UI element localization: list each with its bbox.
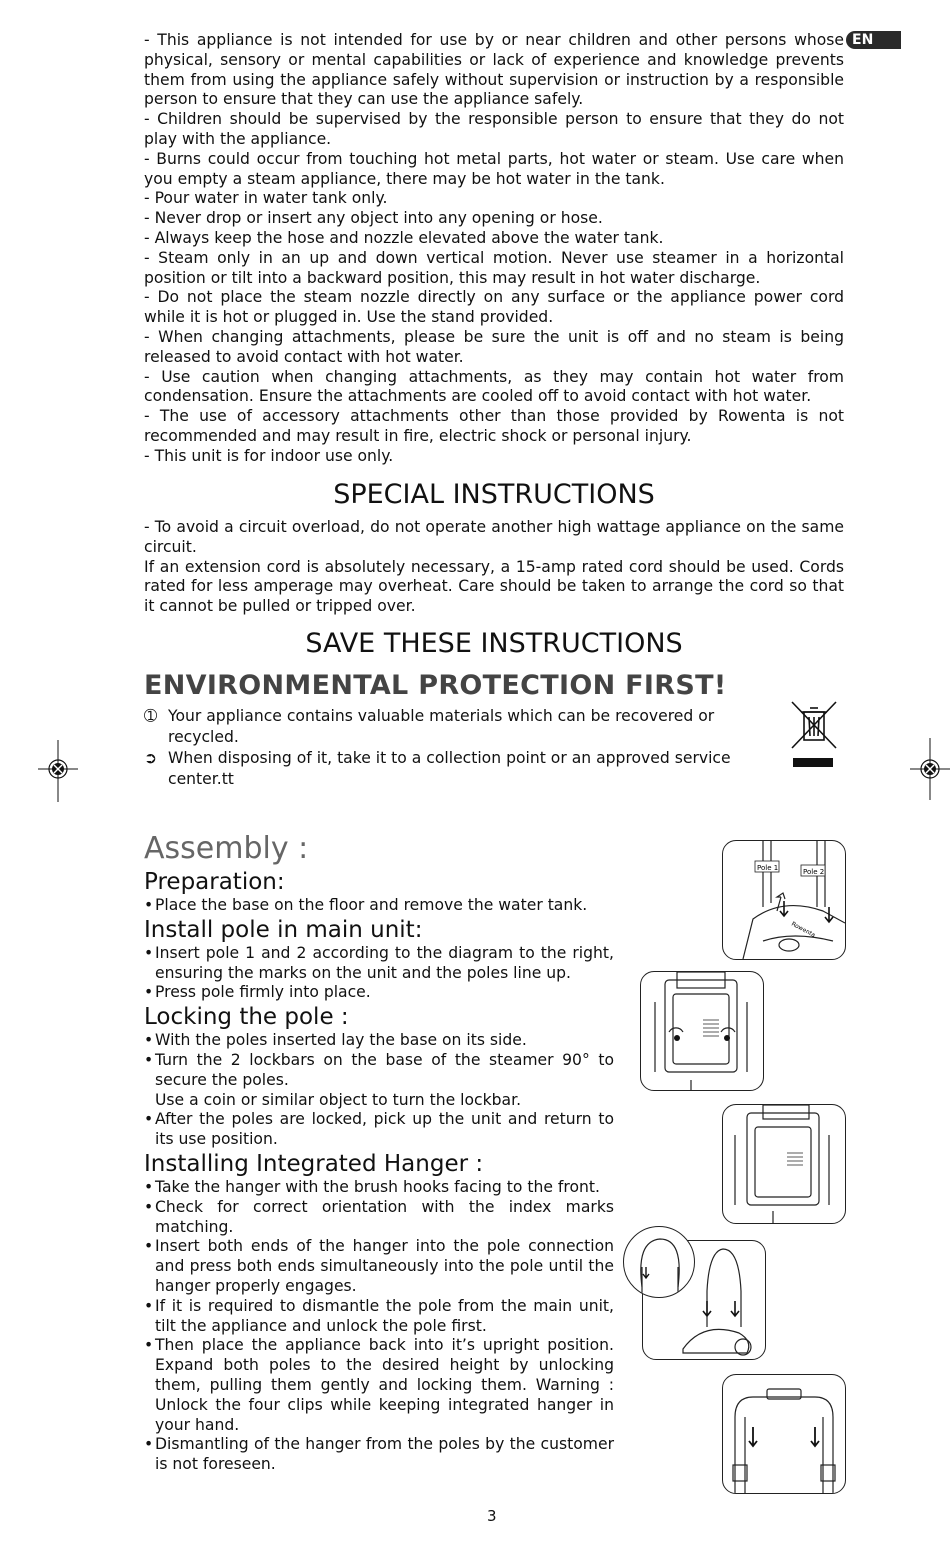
bullet: • Press pole firmly into place.	[144, 983, 371, 1002]
special-para: If an extension cord is absolutely necessary, a 15-amp rated cord should be used. Cords rated for less amperage may overheat. Care should be taken to arrange the cord so that it cannot be pulled or tripped over.	[144, 557, 844, 616]
figure-hanger-detail	[623, 1226, 695, 1298]
bullet: • Take the hanger with the brush hooks facing to the front.	[144, 1177, 600, 1196]
safety-item: - When changing attachments, please be sure the unit is off and no steam is being released to avoid contact with hot water.	[144, 327, 844, 366]
safety-item: - Burns could occur from touching hot metal parts, hot water or steam. Use care when you empty a steam appliance, there may be hot water in the tank.	[144, 149, 844, 188]
save-instructions-title: SAVE THESE INSTRUCTIONS	[305, 628, 683, 659]
special-instructions-title: SPECIAL INSTRUCTIONS	[333, 479, 655, 510]
safety-item: - This unit is for indoor use only.	[144, 446, 394, 465]
bullet: • After the poles are locked, pick up the unit and return to its use position.	[144, 1110, 614, 1149]
svg-text:Rowenta: Rowenta	[790, 920, 817, 939]
section-heading: Locking the pole :	[144, 1004, 349, 1031]
environment-list	[144, 706, 764, 790]
bullet: • Insert both ends of the hanger into the pole connection and press both ends simultaneously into the pole until the hanger properly engages.	[144, 1237, 614, 1295]
info-icon: ➀	[144, 707, 158, 725]
bullet: • Insert pole 1 and 2 according to the diagram to the right, ensuring the marks on the unit and the poles line up.	[144, 943, 614, 982]
registration-mark-left	[38, 740, 78, 802]
safety-item: - Never drop or insert any object into any opening or hose.	[144, 209, 603, 228]
bullet: • Then place the appliance back into it’s upright position. Expand both poles to the desired height by unlocking them, pulling them gently and locking them. Warning : Unlock the four clips while keeping integrated hanger in your hand.	[144, 1336, 614, 1434]
figure-hanger-dismantle	[722, 1374, 846, 1494]
env-item: ➀ Your appliance contains valuable materials which can be recovered or recycled.	[144, 707, 715, 746]
section-heading: Install pole in main unit:	[144, 916, 423, 943]
bullet: • Check for correct orientation with the index marks matching.	[144, 1197, 614, 1236]
assembly-section	[144, 830, 614, 1475]
bullet: • If it is required to dismantle the pole from the main unit, tilt the appliance and unlock the pole first.	[144, 1296, 614, 1335]
page-number: 3	[487, 1507, 497, 1525]
crossed-bin-icon	[788, 700, 840, 770]
language-badge: EN	[846, 31, 901, 49]
safety-item: - Always keep the hose and nozzle elevated above the water tank.	[144, 228, 664, 247]
safety-item: - The use of accessory attachments other than those provided by Rowenta is not recommended and may result in fire, electric shock or personal injury.	[144, 407, 844, 445]
figure-lockbars	[640, 971, 764, 1091]
svg-text:Pole 1: Pole 1	[757, 864, 779, 872]
safety-item: - Pour water in water tank only.	[144, 189, 388, 208]
arrow-icon: ➲	[144, 749, 158, 767]
safety-item: - This appliance is not intended for use by or near children and other persons whose physical, sensory or mental capabilities or lack of experience and knowledge prevents them from using the appliance safely without supervision or instruction by a responsible person to ensure that they can use the appliance safely.	[144, 31, 844, 109]
environment-title: ENVIRONMENTAL PROTECTION FIRST!	[144, 670, 727, 701]
registration-mark-right	[910, 738, 950, 800]
env-item: ➲ When disposing of it, take it to a collection point or an approved service center.tt	[144, 749, 731, 788]
safety-item: - Do not place the steam nozzle directly on any surface or the appliance power cord while it is hot or plugged in. Use the stand provided.	[144, 288, 844, 327]
safety-item: - Children should be supervised by the responsible person to ensure that they do not play with the appliance.	[144, 110, 844, 148]
section-heading: Preparation:	[144, 869, 285, 895]
special-para: - To avoid a circuit overload, do not operate another high wattage appliance on the same circuit.	[144, 518, 844, 556]
bullet: • Dismantling of the hanger from the poles by the customer is not foreseen.	[144, 1435, 614, 1474]
assembly-title: Assembly :	[144, 831, 309, 866]
figure-insert-poles	[722, 840, 846, 960]
bullet: • Place the base on the floor and remove the water tank.	[144, 896, 588, 914]
bullet: • Turn the 2 lockbars on the base of the steamer 90° to secure the poles. Use a coin or similar object to turn the lockbar.	[144, 1050, 614, 1109]
safety-list	[144, 31, 844, 467]
safety-item: - Use caution when changing attachments, as they may contain hot water from condensation. Ensure the attachments are cooled off to avoid contact with hot water.	[144, 367, 844, 406]
bullet: • With the poles inserted lay the base on its side.	[144, 1031, 527, 1050]
special-instructions	[144, 478, 844, 617]
safety-item: - Steam only in an up and down vertical motion. Never use steamer in a horizontal position or tilt into a backward position, this may result in hot water discharge.	[144, 248, 844, 287]
svg-text:Pole 2: Pole 2	[803, 868, 825, 876]
section-heading: Installing Integrated Hanger :	[144, 1150, 484, 1177]
figure-unit-upright	[722, 1104, 846, 1224]
